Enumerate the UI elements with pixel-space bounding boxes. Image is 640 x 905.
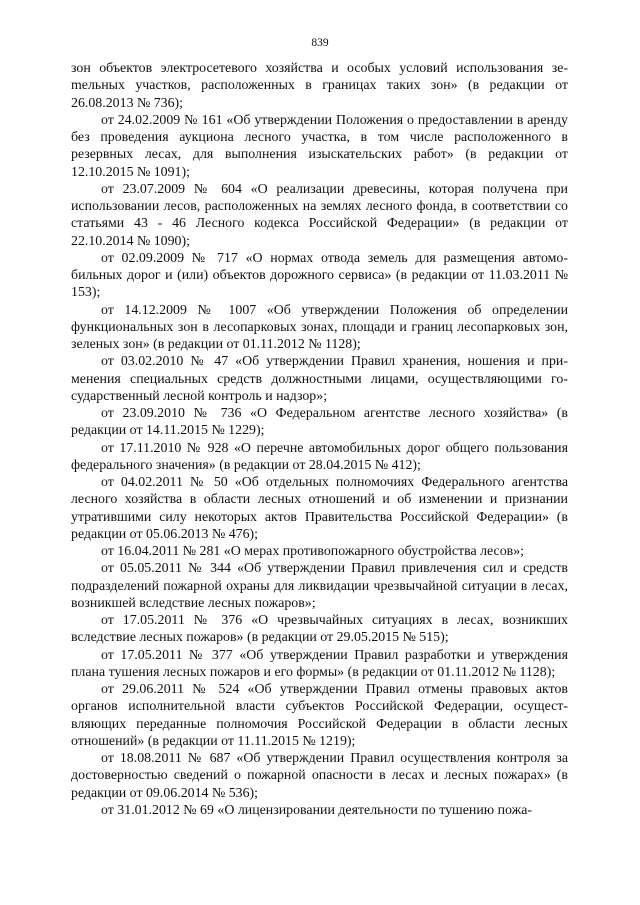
paragraph-decree-47: от 03.02.2010 № 47 «Об утверждении Правил хранения, ношения и применения специальных средств должностными лицами, осуществляющими государственный лесной контроль и надзор»; — [71, 354, 568, 404]
paragraph-decree-524: от 29.06.2011 № 524 «Об утверждении Правил отмены правовых актов органов исполнительной власти субъектов Российской Федерации, осуществляющих переданные полномочия Российской Федерации в области лесных отношений» (в редакции от 11.11.2015 № 1219); — [71, 682, 568, 749]
paragraph-continuation: зон объектов электросетевого хозяйства и особых условий использования зеmельных участков, расположенных в границах таких зон» (в редакции от 26.08.2013 № 736); — [71, 61, 568, 111]
paragraph-decree-69: от 31.01.2012 № 69 «О лицензировании деятельности по тушению пожа- — [101, 802, 533, 818]
paragraph-decree-344: от 05.05.2011 № 344 «Об утверждении Правил привлечения сил и средств подразделений пожарной охраны для ликвидации чрезвычайной ситуации в лесах, возникшей вследствие лесных пожаров»; — [71, 561, 568, 611]
paragraph-decree-717: от 02.09.2009 № 717 «О нормах отвода земель для размещения автомобильных дорог и (или) объектов дорожного сервиса» (в редакции от 11.03.2011 № 153); — [71, 250, 568, 301]
paragraph-decree-281: от 16.04.2011 № 281 «О мерах противопожарного обустройства лесов»; — [101, 544, 525, 559]
paragraph-decree-161: от 24.02.2009 № 161 «Об утверждении Положения о предоставлении в аренду без проведения аукциона лесного участка, в том числе расположенного в резервных лесах, для выполнения изыскательских работ» (в редакции от 12.10.2015 № 1091); — [71, 112, 568, 180]
paragraph-decree-604: от 23.07.2009 № 604 «О реализации древесины, которая получена при использовании лесов, расположенных на землях лесного фонда, в соответствии со статьями 43 - 46 Лесного кодекса Российской Федерации» (в редакции от 22.10.2014 № 1090); — [71, 181, 568, 249]
paragraph-decree-376: от 17.05.2011 № 376 «О чрезвычайных ситуациях в лесах, возникших вследствие лесных пожаров» (в редакции от 29.05.2015 № 515); — [71, 613, 568, 646]
paragraph-decree-687: от 18.08.2011 № 687 «Об утверждении Правил осуществления контроля за достоверностью сведений о пожарной опасности в лесах и лесных пожарах» (в редакции от 09.06.2014 № 536); — [71, 751, 568, 801]
paragraph-decree-1007: от 14.12.2009 № 1007 «Об утверждении Положения об определении функциональных зон в лесопарковых зонах, площади и границ лесопарковых зон, зеленых зон» (в редакции от 01.11.2012 № 1128); — [71, 302, 568, 352]
paragraph-decree-377: от 17.05.2011 № 377 «Об утверждении Правил разработки и утверждения плана тушения лесных пожаров и его формы» (в редакции от 01.11.2012 № 1128); — [71, 647, 568, 680]
page-number: 839 — [311, 37, 329, 49]
document-body — [71, 60, 568, 819]
paragraph-decree-928: от 17.11.2010 № 928 «О перечне автомобильных дорог общего пользования федерального значения» (в редакции от 28.04.2015 № 412); — [71, 440, 568, 473]
paragraph-decree-50: от 04.02.2011 № 50 «Об отдельных полномочиях Федерального агентства лесного хозяйства в области лесных отношений и об изменении и признании утратившими силу некоторых актов Правительства Российской Федерации» (в редакции от 05.06.2013 № 476); — [71, 475, 568, 542]
paragraph-decree-736: от 23.09.2010 № 736 «О Федеральном агентстве лесного хозяйства» (в редакции от 14.11.2015 № 1229); — [71, 406, 568, 439]
